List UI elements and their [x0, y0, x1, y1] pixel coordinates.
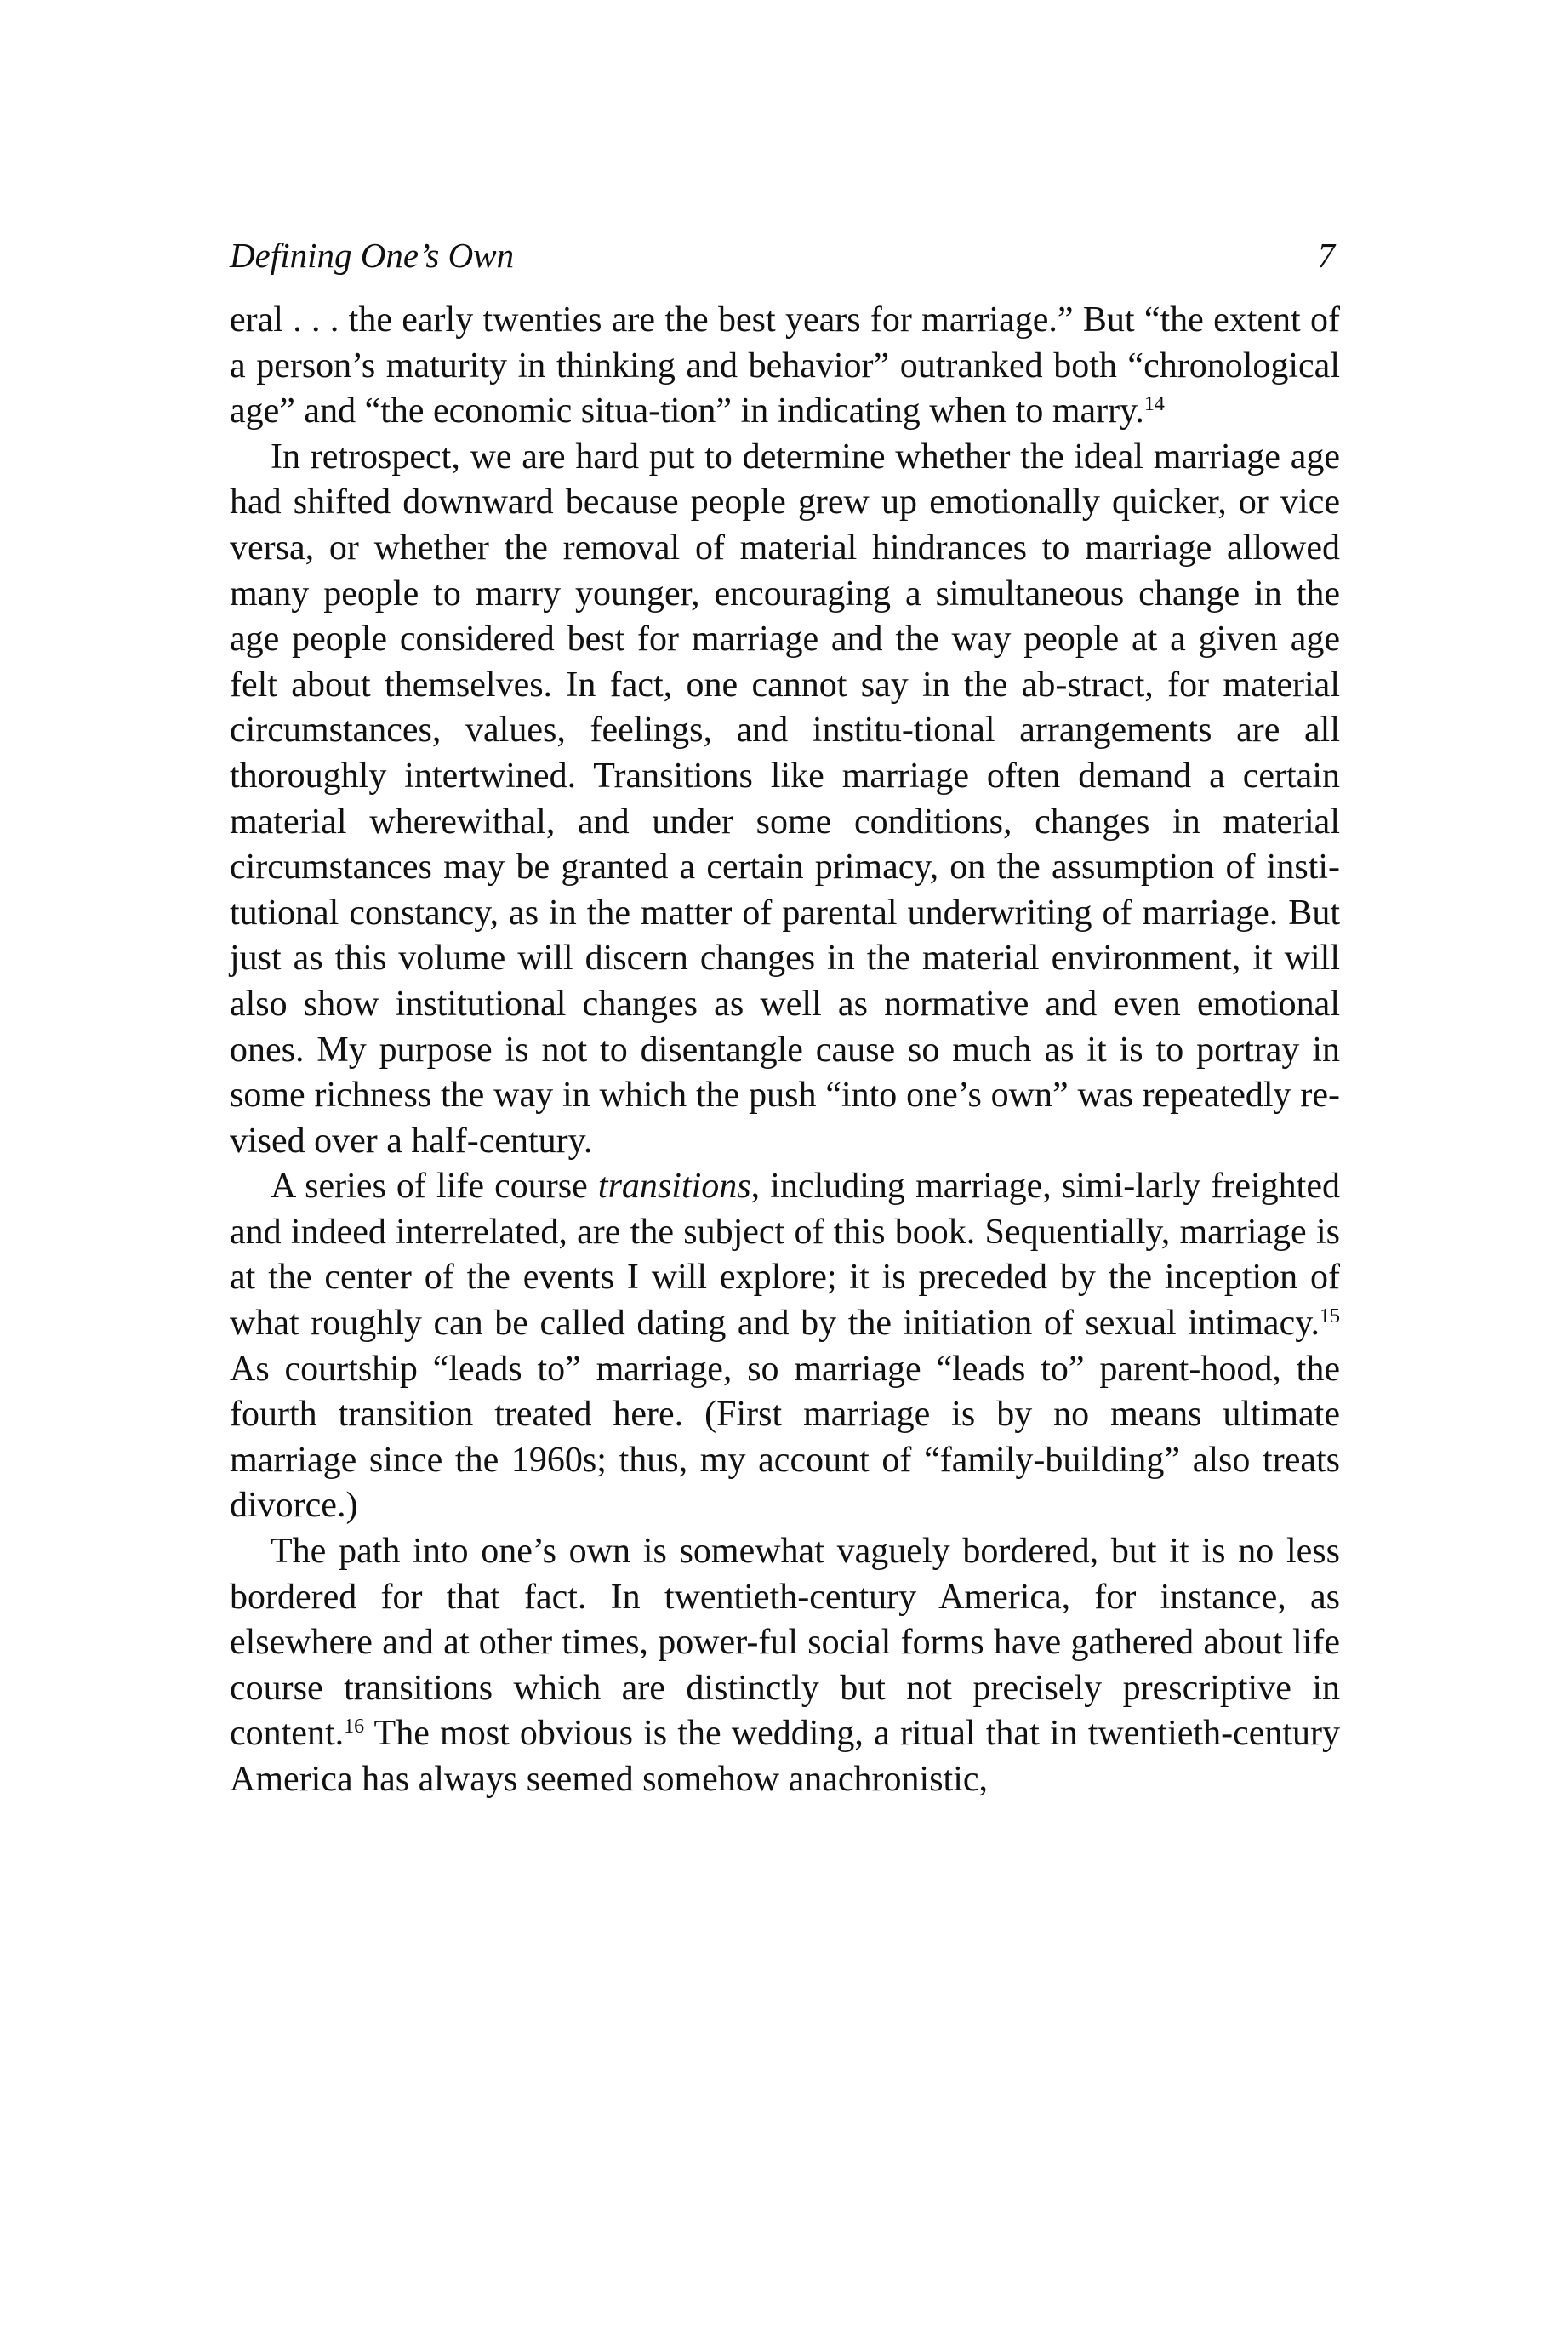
footnote-ref-15: 15 — [1320, 1305, 1340, 1328]
body-text — [230, 298, 1340, 1803]
footnote-ref-14: 14 — [1143, 393, 1165, 416]
paragraph-1 — [230, 298, 1340, 435]
paragraph-1-text: eral . . . the early twenties are the best years for marriage.” But “the extent of a person’s maturity in thinking and behavior” outranked both “chronological age” and “the economic situa-tion” in indicating when to marry. — [230, 300, 1340, 431]
page-number: 7 — [1317, 236, 1335, 275]
paragraph-3-lead: A series of life course — [271, 1167, 598, 1207]
paragraph-4-tail: The most obvious is the wedding, a ritual that in twentieth-century America has always seemed somehow anachronistic, — [230, 1714, 1340, 1799]
running-title: Defining One’s Own — [230, 236, 515, 275]
running-head — [230, 231, 1340, 279]
paragraph-2 — [230, 435, 1340, 1165]
paragraph-3 — [230, 1164, 1340, 1529]
book-page — [230, 231, 1340, 1803]
paragraph-3-tail: As courtship “leads to” marriage, so marriage “leads to” parent-hood, the fourth transition treated here. (First marriage is by no means ultimate marriage since the 1960s; thus, my account of “family-building” also treats divorce.) — [230, 1349, 1340, 1526]
footnote-ref-16: 16 — [344, 1715, 365, 1738]
paragraph-4-text: The path into one’s own is somewhat vaguely bordered, but it is no less bordered for that fact. In twentieth-century America, for instance, as elsewhere and at other times, power-ful social forms have gathered about life course transitions which are distinctly but not precisely prescriptive in content. — [230, 1532, 1340, 1754]
paragraph-2-text: In retrospect, we are hard put to determine whether the ideal marriage age had shifted downward because people grew up emotionally quicker, or vice versa, or whether the removal of material hindrances to marriage allowed many people to marry younger, encouraging a simultaneous change in the age people considered best for marriage and the way people at a given age felt about themselves. In fact, one cannot say in the ab-stract, for material circumstances, values, feelings, and institu-tional arrangements are all thoroughly intertwined. Transitions like marriage often demand a certain material wherewithal, and under some conditions, changes in material circumstances may be granted a certain primacy, on the assumption of insti-tutional constancy, as in the matter of parental underwriting of marriage. But just as this volume will discern changes in the material environment, it will also show institutional changes as well as normative and even emotional ones. My purpose is not to disentangle cause so much as it is to portray in some richness the way in which the push “into one’s own” was repeatedly re-vised over a half-century. — [230, 437, 1340, 1161]
emphasis-transitions: transitions — [597, 1167, 751, 1207]
paragraph-4 — [230, 1529, 1340, 1803]
paragraph-3-text: , including marriage, simi-larly freighted and indeed interrelated, are the subject of this book. Sequentially, marriage is at the center of the events I will explore; it is preceded by the inception of what roughly can be called dating and by the initiation of sexual intimacy. — [230, 1167, 1340, 1344]
